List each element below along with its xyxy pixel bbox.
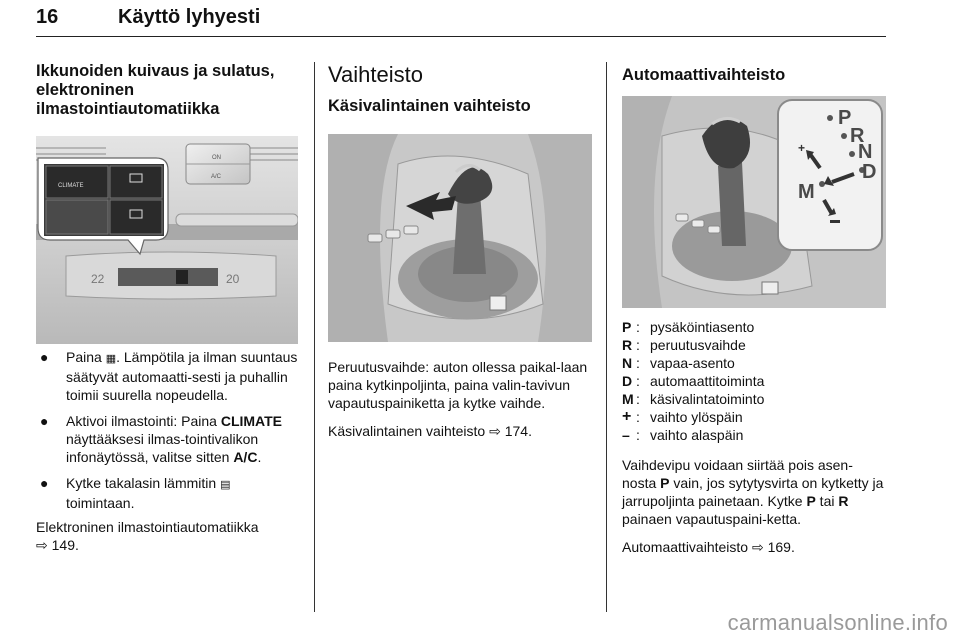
on-label: ON [212,155,221,161]
bullet-item [36,348,298,404]
cross-reference[interactable]: Elektroninen ilmastointiautomatiikka ⇨ 149. [36,519,259,553]
legend-row: + : vaihto ylöspäin [622,408,743,425]
page-header [36,6,886,36]
manual-gearbox-text [328,358,594,440]
section-heading-transmission: Vaihteisto [328,62,423,87]
rear-defrost-icon: ▤ [220,479,231,491]
climate-button-label: CLIMATE [58,183,84,189]
shift-lock-paragraph: Vaihdevipu voidaan siirtää pois asen-nosta P vain, jos sytytysvirta on kytketty ja jarrupoljinta painetaan. Kytke P tai R painaen vapautuspaini-ketta. [622,457,884,527]
bullet-text: Aktivoi ilmastointi: Paina [66,413,221,429]
page-number: 16 [36,6,59,28]
gear-letter-m: M [798,181,815,203]
bullet-list [36,348,298,512]
climate-bullets [36,348,298,554]
heading-line: ilmastointiautomatiikka [36,100,220,118]
legend-row: P : pysäköintiasento [622,319,755,335]
gear-letter-p: P [838,107,852,129]
max-defrost-icon: ▦ [105,353,117,365]
manual-gear-lever-illustration [328,134,592,342]
column-divider-1 [314,62,315,612]
legend-row: – : vaihto alaspäin [622,427,744,443]
page-title: Käyttö lyhyesti [118,6,261,28]
manual-gearbox-figure [328,134,592,342]
section-heading-climate [36,62,298,119]
ac-label: A/C [211,174,222,180]
gear-letter-r: R [850,125,865,147]
automatic-gearbox-figure [622,96,886,308]
subheading-manual: Käsivalintainen vaihteisto [328,97,531,115]
page-ref-arrow-icon: ⇨ [36,537,48,553]
heading-line: Ikkunoiden kuivaus ja sulatus, [36,62,275,80]
climate-keyword: CLIMATE [220,413,283,429]
bullet-text: näyttääksesi ilmas-tointivalikon infonäytössä, valitse sitten [66,431,259,465]
column-divider-2 [606,62,607,612]
bullet-text: toimintaan. [66,495,135,511]
bullet-text: . [257,449,262,465]
column-automatic [622,62,886,85]
climate-control-figure [36,136,298,344]
bullet-item [36,412,298,466]
ac-keyword: A/C [233,449,258,465]
header-rule [36,36,886,37]
column-transmission [328,62,594,116]
bullet-text: Kytke takalasin lämmitin [66,475,221,491]
bullet-item [36,474,298,512]
bullet-text: Paina [66,349,106,365]
bullet-dot: ● [40,349,49,365]
gear-legend [622,318,886,444]
temp-left: 22 [91,272,105,286]
climate-panel-illustration [36,136,298,344]
heading-line: elektroninen [36,81,135,99]
watermark: carmanualsonline.info [727,610,948,635]
legend-row: N : vapaa-asento [622,355,735,371]
legend-row: M : käsivalintatoiminto [622,391,765,407]
plus-sign-icon: + [798,141,806,155]
automatic-gear-lever-illustration [622,96,886,308]
section-heading-automatic: Automaattivaihteisto [622,66,786,84]
page-ref-arrow-icon: ⇨ [489,423,501,439]
temp-right: 20 [226,272,240,286]
legend-row: D : automaattitoiminta [622,373,765,389]
cross-reference[interactable]: Automaattivaihteisto ⇨ 169. [622,539,795,555]
gear-letter-d: D [862,161,877,183]
bullet-text: . Lämpötila ja ilman suuntaus säätyvät automaatti-sesti ja puhallin toimii suurella nopeudella. [66,349,298,403]
bullet-dot: ● [40,413,49,429]
gear-letter-n: N [858,141,873,163]
bullet-dot: ● [40,475,49,491]
page-ref-arrow-icon: ⇨ [751,539,764,555]
reverse-gear-instructions: Peruutusvaihde: auton ollessa paikal-laan paina kytkinpoljinta, paina valin-tavivun vapautuspainiketta ja kytke vaihde. [328,359,588,411]
column-climate [36,62,298,119]
minus-sign-icon [830,220,840,223]
cross-reference[interactable]: Käsivalintainen vaihteisto ⇨ 174. [328,423,532,439]
gear-key-list [622,318,886,556]
legend-row: R : peruutusvaihde [622,337,746,353]
